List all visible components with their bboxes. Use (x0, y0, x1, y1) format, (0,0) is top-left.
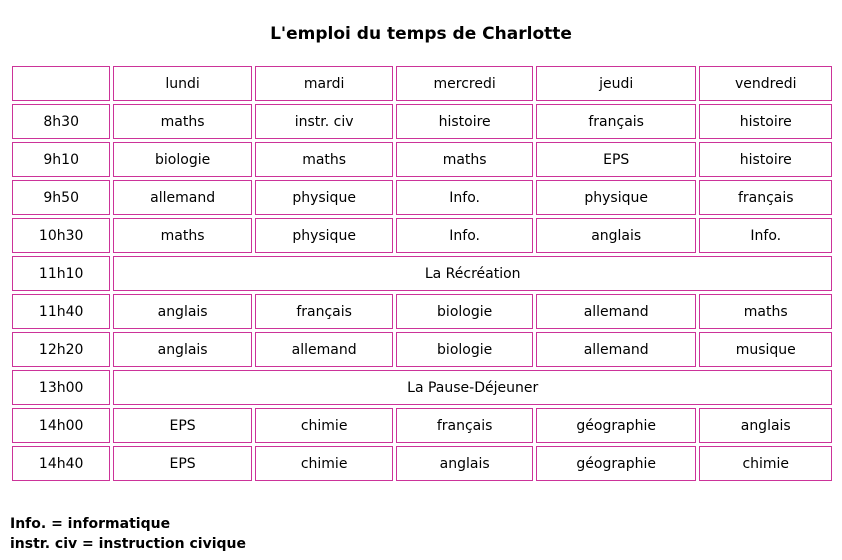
subject-cell: Info. (699, 218, 832, 253)
timetable (9, 63, 835, 484)
subject-cell: instr. civ (255, 104, 394, 139)
subject-cell: Info. (396, 180, 533, 215)
table-row (12, 256, 832, 291)
time-cell: 9h50 (12, 180, 110, 215)
time-cell: 11h40 (12, 294, 110, 329)
subject-cell: maths (699, 294, 832, 329)
subject-cell: Info. (396, 218, 533, 253)
break-cell: La Pause-Déjeuner (113, 370, 832, 405)
day-header-mercredi: mercredi (396, 66, 533, 101)
subject-cell: allemand (113, 180, 252, 215)
time-cell: 11h10 (12, 256, 110, 291)
subject-cell: allemand (255, 332, 394, 367)
subject-cell: EPS (113, 446, 252, 481)
table-row (12, 294, 832, 329)
subject-cell: allemand (536, 294, 697, 329)
subject-cell: musique (699, 332, 832, 367)
time-cell: 8h30 (12, 104, 110, 139)
day-header-mardi: mardi (255, 66, 394, 101)
subject-cell: maths (255, 142, 394, 177)
time-cell: 9h10 (12, 142, 110, 177)
subject-cell: anglais (536, 218, 697, 253)
subject-cell: biologie (396, 332, 533, 367)
day-header-jeudi: jeudi (536, 66, 697, 101)
subject-cell: maths (113, 218, 252, 253)
subject-cell: géographie (536, 408, 697, 443)
subject-cell: anglais (396, 446, 533, 481)
table-row (12, 218, 832, 253)
subject-cell: français (255, 294, 394, 329)
subject-cell: français (699, 180, 832, 215)
table-row (12, 104, 832, 139)
subject-cell: maths (396, 142, 533, 177)
subject-cell: biologie (113, 142, 252, 177)
legend-item-info: Info. = informatique (10, 516, 171, 532)
subject-cell: français (396, 408, 533, 443)
subject-cell: chimie (255, 408, 394, 443)
subject-cell: anglais (113, 294, 252, 329)
break-cell: La Récréation (113, 256, 832, 291)
day-header-lundi: lundi (113, 66, 252, 101)
corner-cell (12, 66, 110, 101)
subject-cell: chimie (255, 446, 394, 481)
subject-cell: anglais (113, 332, 252, 367)
subject-cell: EPS (536, 142, 697, 177)
header-row (12, 66, 832, 101)
table-row (12, 408, 832, 443)
subject-cell: physique (255, 180, 394, 215)
subject-cell: EPS (113, 408, 252, 443)
table-row (12, 142, 832, 177)
time-cell: 14h00 (12, 408, 110, 443)
day-header-vendredi: vendredi (699, 66, 832, 101)
subject-cell: physique (255, 218, 394, 253)
table-row (12, 332, 832, 367)
time-cell: 12h20 (12, 332, 110, 367)
table-row (12, 370, 832, 405)
subject-cell: histoire (699, 104, 832, 139)
subject-cell: histoire (396, 104, 533, 139)
subject-cell: français (536, 104, 697, 139)
subject-cell: géographie (536, 446, 697, 481)
time-cell: 14h40 (12, 446, 110, 481)
subject-cell: anglais (699, 408, 832, 443)
legend (10, 514, 246, 554)
subject-cell: maths (113, 104, 252, 139)
subject-cell: physique (536, 180, 697, 215)
time-cell: 10h30 (12, 218, 110, 253)
page-title: L'emploi du temps de Charlotte (270, 24, 572, 44)
subject-cell: chimie (699, 446, 832, 481)
subject-cell: allemand (536, 332, 697, 367)
subject-cell: biologie (396, 294, 533, 329)
time-cell: 13h00 (12, 370, 110, 405)
table-row (12, 180, 832, 215)
subject-cell: histoire (699, 142, 832, 177)
legend-item-instr-civ: instr. civ = instruction civique (10, 536, 247, 552)
table-row (12, 446, 832, 481)
